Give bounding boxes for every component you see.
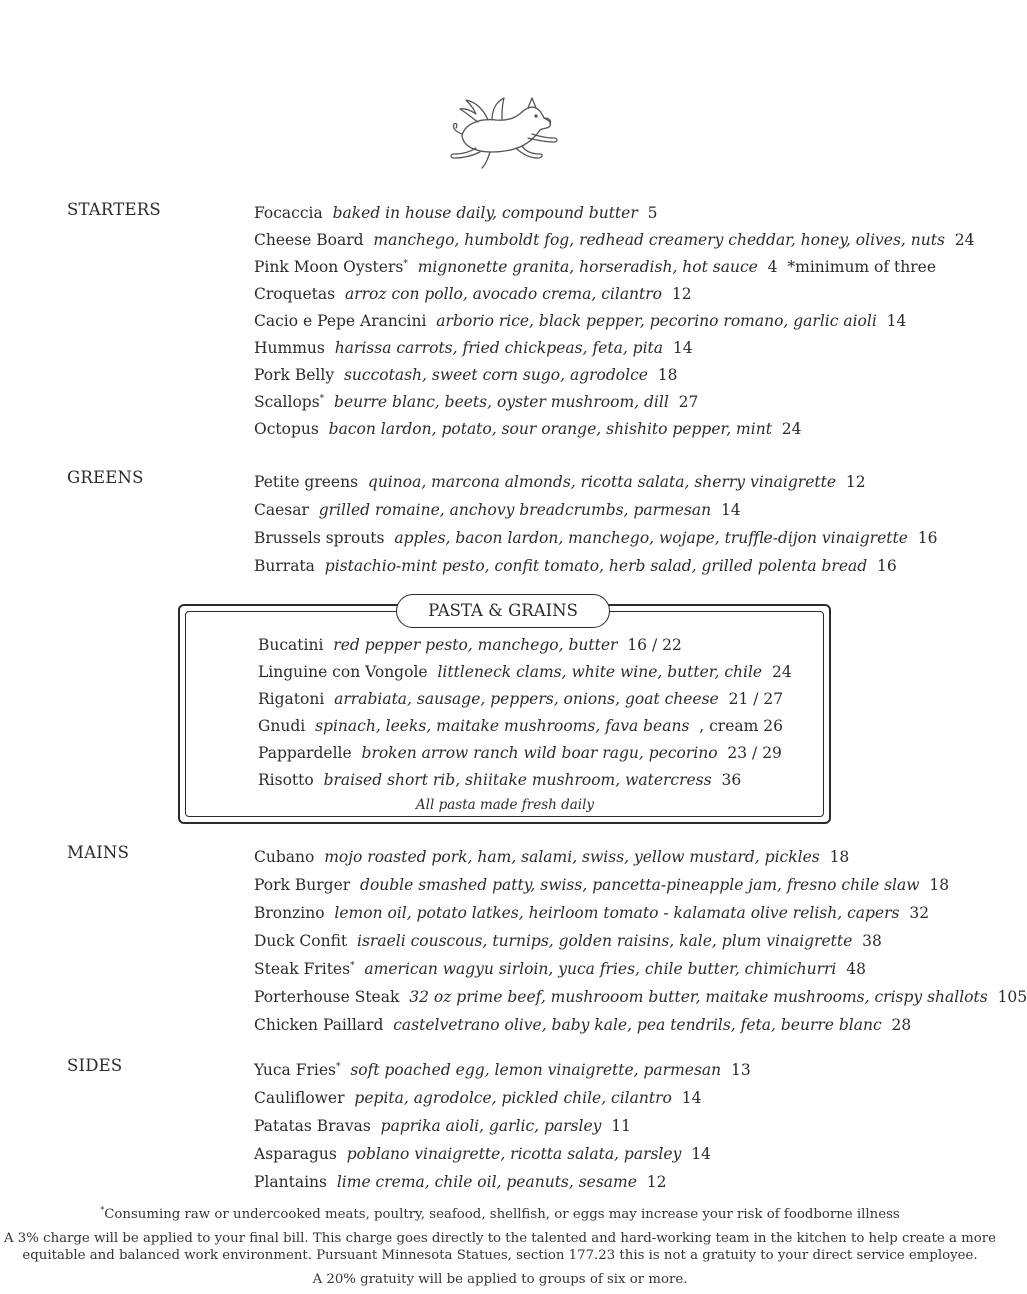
menu-item-price: 14 bbox=[691, 1145, 711, 1163]
menu-item-name: Asparagus bbox=[254, 1145, 337, 1163]
menu-item bbox=[258, 686, 792, 713]
menu-item-description: israeli couscous, turnips, golden raisins, kale, plum vinaigrette bbox=[357, 932, 853, 950]
menu-item-description: pistachio-mint pesto, confit tomato, herb salad, grilled polenta bread bbox=[324, 557, 868, 575]
menu-item-price: 28 bbox=[891, 1016, 912, 1034]
menu-item-description: arborio rice, black pepper, pecorino romano, garlic aioli bbox=[436, 312, 877, 330]
menu-item bbox=[254, 1084, 751, 1112]
menu-item-description: littleneck clams, white wine, butter, chile bbox=[437, 663, 763, 681]
menu-item-price: 14 bbox=[720, 501, 741, 519]
menu-item-name: Burrata bbox=[254, 557, 315, 575]
menu-item-name: Cauliflower bbox=[254, 1089, 345, 1107]
menu-item-mark: * bbox=[335, 1061, 341, 1072]
menu-item bbox=[254, 362, 975, 389]
raw-warning-text: Consuming raw or undercooked meats, poultry, seafood, shellfish, or eggs may increase your risk of foodborne illness bbox=[104, 1207, 900, 1222]
menu-item-price: 38 bbox=[862, 932, 882, 950]
menu-item-price: 11 bbox=[611, 1117, 631, 1135]
menu-item-description: apples, bacon lardon, manchego, wojape, truffle-dijon vinaigrette bbox=[394, 529, 908, 547]
charge-notice-line-1: A 3% charge will be applied to your final bill. This charge goes directly to the talented and hard-working team in the kitchen to help create a more bbox=[3, 1231, 997, 1246]
menu-item-price: 16 / 22 bbox=[627, 636, 682, 654]
menu-item-name: Patatas Bravas bbox=[254, 1117, 371, 1135]
menu-item bbox=[254, 1140, 751, 1168]
menu-item-description: mojo roasted pork, ham, salami, swiss, yellow mustard, pickles bbox=[324, 848, 820, 866]
menu-item-mark: * bbox=[403, 258, 408, 269]
menu-item-description: red pepper pesto, manchego, butter bbox=[333, 636, 618, 654]
menu-item-description: american wagyu sirloin, yuca fries, chile butter, chimichurri bbox=[364, 960, 837, 978]
menu-item-name: Octopus bbox=[254, 420, 319, 438]
menu-item bbox=[254, 227, 975, 254]
menu-item-price: 24 bbox=[781, 420, 802, 438]
menu-item-price: 23 / 29 bbox=[727, 744, 782, 762]
menu-item-description: beurre blanc, beets, oyster mushroom, dill bbox=[334, 393, 669, 411]
pasta-items bbox=[258, 632, 792, 794]
menu-item-price: , cream 26 bbox=[699, 717, 783, 735]
menu-item-price: 32 bbox=[909, 904, 930, 922]
menu-item-name: Pink Moon Oysters bbox=[254, 258, 404, 276]
menu-item-price: 12 bbox=[671, 285, 692, 303]
menu-item-price: 16 bbox=[917, 529, 938, 547]
menu-item-note: *minimum of three bbox=[787, 258, 937, 276]
menu-item-name: Risotto bbox=[258, 771, 314, 789]
menu-item-mark: * bbox=[350, 960, 355, 971]
menu-item-name: Linguine con Vongole bbox=[258, 663, 428, 681]
menu-item-price: 4 bbox=[767, 258, 778, 276]
menu-item-price: 12 bbox=[845, 473, 866, 491]
menu-item bbox=[254, 200, 975, 227]
menu-item-description: spinach, leeks, maitake mushrooms, fava beans bbox=[315, 717, 690, 735]
raw-food-warning bbox=[0, 1206, 1000, 1223]
menu-item-name: Bronzino bbox=[254, 904, 325, 922]
menu-item bbox=[254, 308, 975, 335]
menu-item-price: 36 bbox=[721, 771, 742, 789]
menu-item-name: Focaccia bbox=[254, 204, 323, 222]
section-title-pasta: PASTA & GRAINS bbox=[396, 594, 610, 628]
menu-item bbox=[254, 1168, 751, 1196]
menu-item-name: Bucatini bbox=[258, 636, 324, 654]
menu-item-description: poblano vinaigrette, ricotta salata, parsley bbox=[346, 1145, 682, 1163]
menu-item-price: 48 bbox=[846, 960, 866, 978]
menu-item-name: Steak Frites bbox=[254, 960, 351, 978]
menu-item-description: broken arrow ranch wild boar ragu, pecorino bbox=[361, 744, 718, 762]
menu-item-price: 16 bbox=[877, 557, 897, 575]
menu-item-price: 18 bbox=[829, 848, 850, 866]
menu-item-description: double smashed patty, swiss, pancetta-pineapple jam, fresno chile slaw bbox=[360, 876, 920, 894]
menu-item-price: 14 bbox=[886, 312, 907, 330]
menu-item-price: 24 bbox=[954, 231, 975, 249]
menu-item-description: manchego, humboldt fog, redhead creamery cheddar, honey, olives, nuts bbox=[373, 231, 945, 249]
menu-item-name: Pork Burger bbox=[254, 876, 351, 894]
menu-item-name: Yuca Fries bbox=[254, 1061, 336, 1079]
menu-item bbox=[258, 740, 792, 767]
menu-item bbox=[258, 659, 792, 686]
menu-item bbox=[254, 335, 975, 362]
menu-item bbox=[258, 713, 792, 740]
pasta-footnote: All pasta made fresh daily bbox=[415, 797, 595, 813]
menu-item bbox=[254, 843, 1027, 871]
menu-item-name: Brussels sprouts bbox=[254, 529, 385, 547]
menu-item-description: castelvetrano olive, baby kale, pea tendrils, feta, beurre blanc bbox=[393, 1016, 882, 1034]
menu-item bbox=[254, 496, 938, 524]
menu-item bbox=[258, 767, 792, 794]
menu-item-description: 32 oz prime beef, mushrooom butter, maitake mushrooms, crispy shallots bbox=[409, 988, 988, 1006]
menu-item-name: Scallops bbox=[254, 393, 320, 411]
menu-item-description: lime crema, chile oil, peanuts, sesame bbox=[336, 1173, 637, 1191]
menu-item-price: 21 / 27 bbox=[728, 690, 784, 708]
menu-item-description: arroz con pollo, avocado crema, cilantro bbox=[344, 285, 663, 303]
menu-item-name: Pappardelle bbox=[258, 744, 352, 762]
menu-item-name: Petite greens bbox=[254, 473, 359, 491]
gratuity-notice: A 20% gratuity will be applied to groups of six or more. bbox=[312, 1272, 688, 1287]
menu-item bbox=[254, 524, 938, 552]
menu-item bbox=[254, 1056, 751, 1084]
menu-item-price: 24 bbox=[771, 663, 792, 681]
menu-item-name: Cubano bbox=[254, 848, 315, 866]
menu-item bbox=[254, 1011, 1027, 1039]
menu-item-description: pepita, agrodolce, pickled chile, cilantro bbox=[354, 1089, 672, 1107]
menu-item-price: 105 bbox=[997, 988, 1027, 1006]
menu-item bbox=[254, 983, 1027, 1011]
menu-item-name: Cheese Board bbox=[254, 231, 364, 249]
menu-item-name: Gnudi bbox=[258, 717, 306, 735]
menu-item-price: 14 bbox=[681, 1089, 702, 1107]
menu-item bbox=[254, 389, 975, 416]
flying-pig-icon bbox=[432, 92, 560, 170]
menu-item-name: Plantains bbox=[254, 1173, 327, 1191]
menu-item bbox=[254, 552, 938, 580]
menu-item-description: harissa carrots, fried chickpeas, feta, pita bbox=[334, 339, 664, 357]
raw-warning-mark: * bbox=[100, 1205, 105, 1215]
menu-item-description: soft poached egg, lemon vinaigrette, parmesan bbox=[350, 1061, 722, 1079]
menu-item bbox=[254, 955, 1027, 983]
menu-item bbox=[254, 254, 975, 281]
menu-item-description: quinoa, marcona almonds, ricotta salata, sherry vinaigrette bbox=[367, 473, 836, 491]
menu-item bbox=[254, 468, 938, 496]
menu-item-name: Hummus bbox=[254, 339, 325, 357]
section-title-mains: MAINS bbox=[67, 843, 130, 862]
menu-item-description: grilled romaine, anchovy breadcrumbs, parmesan bbox=[318, 501, 712, 519]
menu-item-price: 13 bbox=[731, 1061, 751, 1079]
menu-item-name: Chicken Paillard bbox=[254, 1016, 384, 1034]
menu-item-name: Porterhouse Steak bbox=[254, 988, 400, 1006]
menu-item-name: Croquetas bbox=[254, 285, 336, 303]
menu-item bbox=[258, 632, 792, 659]
section-title-sides: SIDES bbox=[67, 1056, 123, 1075]
menu-item bbox=[254, 899, 1027, 927]
menu-item-description: arrabiata, sausage, peppers, onions, goat cheese bbox=[334, 690, 719, 708]
section-title-starters: STARTERS bbox=[67, 200, 161, 219]
menu-item-description: mignonette granita, horseradish, hot sauce bbox=[417, 258, 758, 276]
menu-item-name: Duck Confit bbox=[254, 932, 348, 950]
menu-item-mark: * bbox=[319, 393, 325, 404]
menu-item bbox=[254, 281, 975, 308]
menu-item-description: succotash, sweet corn sugo, agrodolce bbox=[343, 366, 648, 384]
menu-item bbox=[254, 871, 1027, 899]
menu-item bbox=[254, 927, 1027, 955]
menu-item-name: Cacio e Pepe Arancini bbox=[254, 312, 427, 330]
menu-item-name: Caesar bbox=[254, 501, 309, 519]
menu-item-price: 12 bbox=[646, 1173, 667, 1191]
menu-item-description: lemon oil, potato latkes, heirloom tomato - kalamata olive relish, capers bbox=[334, 904, 900, 922]
menu-item-price: 14 bbox=[672, 339, 693, 357]
menu-item bbox=[254, 1112, 751, 1140]
menu-item-price: 5 bbox=[647, 204, 658, 222]
section-title-greens: GREENS bbox=[67, 468, 144, 487]
menu-item-description: braised short rib, shiitake mushroom, watercress bbox=[323, 771, 712, 789]
menu-item-description: paprika aioli, garlic, parsley bbox=[380, 1117, 602, 1135]
charge-notice-line-2: equitable and balanced work environment. Pursuant Minnesota Statues, section 177.23 this is not a gratuity to your direct service employee. bbox=[22, 1248, 978, 1263]
menu-item-name: Rigatoni bbox=[258, 690, 325, 708]
menu-item-price: 27 bbox=[678, 393, 699, 411]
menu-item-name: Pork Belly bbox=[254, 366, 335, 384]
menu-item bbox=[254, 416, 975, 443]
menu-item-price: 18 bbox=[929, 876, 950, 894]
menu-item-price: 18 bbox=[657, 366, 678, 384]
menu-item-description: baked in house daily, compound butter bbox=[332, 204, 638, 222]
menu-item-description: bacon lardon, potato, sour orange, shishito pepper, mint bbox=[328, 420, 772, 438]
